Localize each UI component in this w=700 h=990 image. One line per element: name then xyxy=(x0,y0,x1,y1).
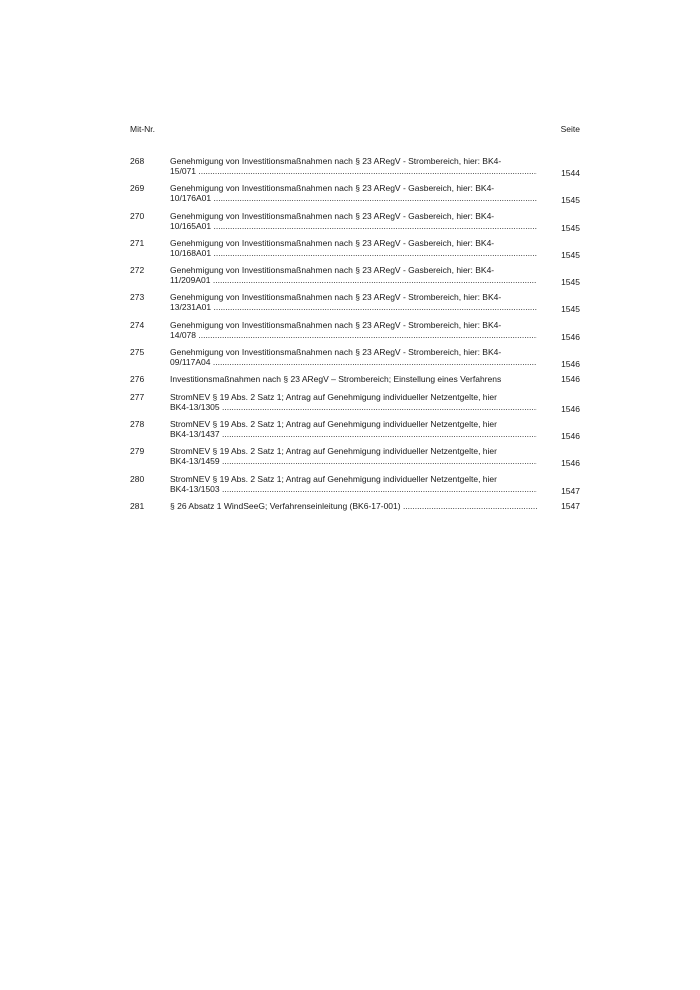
entry-title-line: StromNEV § 19 Abs. 2 Satz 1; Antrag auf Genehmigung individueller Netzentgelte, hier xyxy=(170,446,497,457)
toc-header xyxy=(130,124,580,136)
entry-title-line: Genehmigung von Investitionsmaßnahmen nach § 23 ARegV - Strombereich, hier: BK4- xyxy=(170,347,502,358)
toc-entry[interactable] xyxy=(130,374,580,384)
entry-number: 274 xyxy=(130,319,145,330)
entry-number: 275 xyxy=(130,347,145,358)
toc-entry[interactable] xyxy=(130,446,580,469)
entry-title-continuation: 10/165A01 ..... xyxy=(170,221,537,231)
entry-page-number: 1545 xyxy=(561,222,580,233)
entry-number: 280 xyxy=(130,473,145,484)
entry-title-continuation: 15/071 ..... xyxy=(170,166,537,176)
entry-number: 270 xyxy=(130,210,145,221)
entry-number: 269 xyxy=(130,183,145,194)
entry-title xyxy=(170,265,537,285)
entry-title xyxy=(170,156,537,176)
entry-title-line: Genehmigung von Investitionsmaßnahmen nach § 23 ARegV - Gasbereich, hier: BK4- xyxy=(170,210,495,221)
toc-entry[interactable] xyxy=(130,501,580,511)
entry-page-number: 1545 xyxy=(561,195,580,206)
entry-title-line: Genehmigung von Investitionsmaßnahmen nach § 23 ARegV - Strombereich, hier: BK4- xyxy=(170,319,502,330)
entry-number: 273 xyxy=(130,292,145,303)
toc-entry[interactable] xyxy=(130,347,580,370)
toc-entry[interactable] xyxy=(130,238,580,258)
entry-title-line: Genehmigung von Investitionsmaßnahmen nach § 23 ARegV - Strombereich, hier: BK4- xyxy=(170,292,502,303)
entry-title xyxy=(170,211,537,231)
entry-title-continuation: 10/176A01 ..... xyxy=(170,193,537,203)
toc-entry[interactable] xyxy=(130,156,580,176)
entry-number: 277 xyxy=(130,391,145,402)
entry-title-line: StromNEV § 19 Abs. 2 Satz 1; Antrag auf Genehmigung individueller Netzentgelte, hier xyxy=(170,418,497,429)
table-of-contents xyxy=(130,156,580,518)
entry-page-number: 1547 xyxy=(561,500,580,511)
entry-title xyxy=(170,501,537,511)
entry-page-number: 1546 xyxy=(561,331,580,342)
entry-page-number: 1545 xyxy=(561,304,580,315)
entry-title-line: Investitionsmaßnahmen nach § 23 ARegV – Strombereich; Einstellung eines Verfahrens xyxy=(170,374,502,385)
entry-number: 271 xyxy=(130,237,145,248)
toc-entry[interactable] xyxy=(130,292,580,315)
entry-page-number: 1546 xyxy=(561,430,580,441)
entry-title-continuation: 11/209A01 ..... xyxy=(170,275,537,285)
entry-title xyxy=(170,419,537,439)
entry-title-continuation: BK4-13/1305 ..... xyxy=(170,402,537,412)
entry-title xyxy=(170,474,537,494)
toc-entry[interactable] xyxy=(130,474,580,494)
entry-title xyxy=(170,320,537,340)
entry-title-line: StromNEV § 19 Abs. 2 Satz 1; Antrag auf Genehmigung individueller Netzentgelte, hier xyxy=(170,473,497,484)
entry-title xyxy=(170,392,537,412)
entry-page-number: 1546 xyxy=(561,403,580,414)
entry-title-continuation: 09/117A04 ..... xyxy=(170,357,537,367)
entry-number: 279 xyxy=(130,446,145,457)
toc-entry[interactable] xyxy=(130,265,580,288)
entry-title-line: Genehmigung von Investitionsmaßnahmen nach § 23 ARegV - Gasbereich, hier: BK4- xyxy=(170,265,495,276)
entry-title-continuation: 13/231A01 ..... xyxy=(170,302,537,312)
entry-title-continuation: BK4-13/1437 ..... xyxy=(170,429,537,439)
entry-title-line: StromNEV § 19 Abs. 2 Satz 1; Antrag auf Genehmigung individueller Netzentgelte, hier xyxy=(170,391,497,402)
entry-title xyxy=(170,292,537,312)
entry-page-number: 1547 xyxy=(561,485,580,496)
entry-title-line: Genehmigung von Investitionsmaßnahmen nach § 23 ARegV - Gasbereich, hier: BK4- xyxy=(170,237,495,248)
entry-page-number: 1545 xyxy=(561,277,580,288)
entry-number: 272 xyxy=(130,265,145,276)
toc-entry[interactable] xyxy=(130,419,580,439)
entry-number: 276 xyxy=(130,374,145,385)
entry-number: 268 xyxy=(130,156,145,166)
entry-title-line: Genehmigung von Investitionsmaßnahmen nach § 23 ARegV - Strombereich, hier: BK4- xyxy=(170,156,502,166)
page-column-heading: Seite xyxy=(560,124,580,134)
entry-page-number: 1546 xyxy=(561,374,580,385)
entry-title-continuation: 10/168A01 ..... xyxy=(170,248,537,258)
entry-title xyxy=(170,347,537,367)
entry-title-continuation: BK4-13/1459 ..... xyxy=(170,456,537,466)
entry-page-number: 1546 xyxy=(561,359,580,370)
entry-page-number: 1544 xyxy=(561,168,580,178)
entry-page-number: 1546 xyxy=(561,458,580,469)
number-column-heading: Mit-Nr. xyxy=(130,124,156,134)
toc-entry[interactable] xyxy=(130,211,580,231)
toc-entry[interactable] xyxy=(130,183,580,206)
entry-title-continuation: BK4-13/1503 ..... xyxy=(170,484,537,494)
entry-number: 278 xyxy=(130,418,145,429)
entry-title-continuation: 14/078 ..... xyxy=(170,330,537,340)
toc-entry[interactable] xyxy=(130,392,580,412)
entry-title xyxy=(170,238,537,258)
entry-title-line: Genehmigung von Investitionsmaßnahmen nach § 23 ARegV - Gasbereich, hier: BK4- xyxy=(170,183,495,194)
entry-title xyxy=(170,183,537,203)
entry-page-number: 1545 xyxy=(561,249,580,260)
toc-entry[interactable] xyxy=(130,320,580,340)
entry-number: 281 xyxy=(130,500,145,511)
entry-title-line: § 26 Absatz 1 WindSeeG; Verfahrenseinleitung (BK6-17-001) ..... xyxy=(170,501,537,511)
entry-title xyxy=(170,446,537,466)
entry-title xyxy=(170,374,537,384)
